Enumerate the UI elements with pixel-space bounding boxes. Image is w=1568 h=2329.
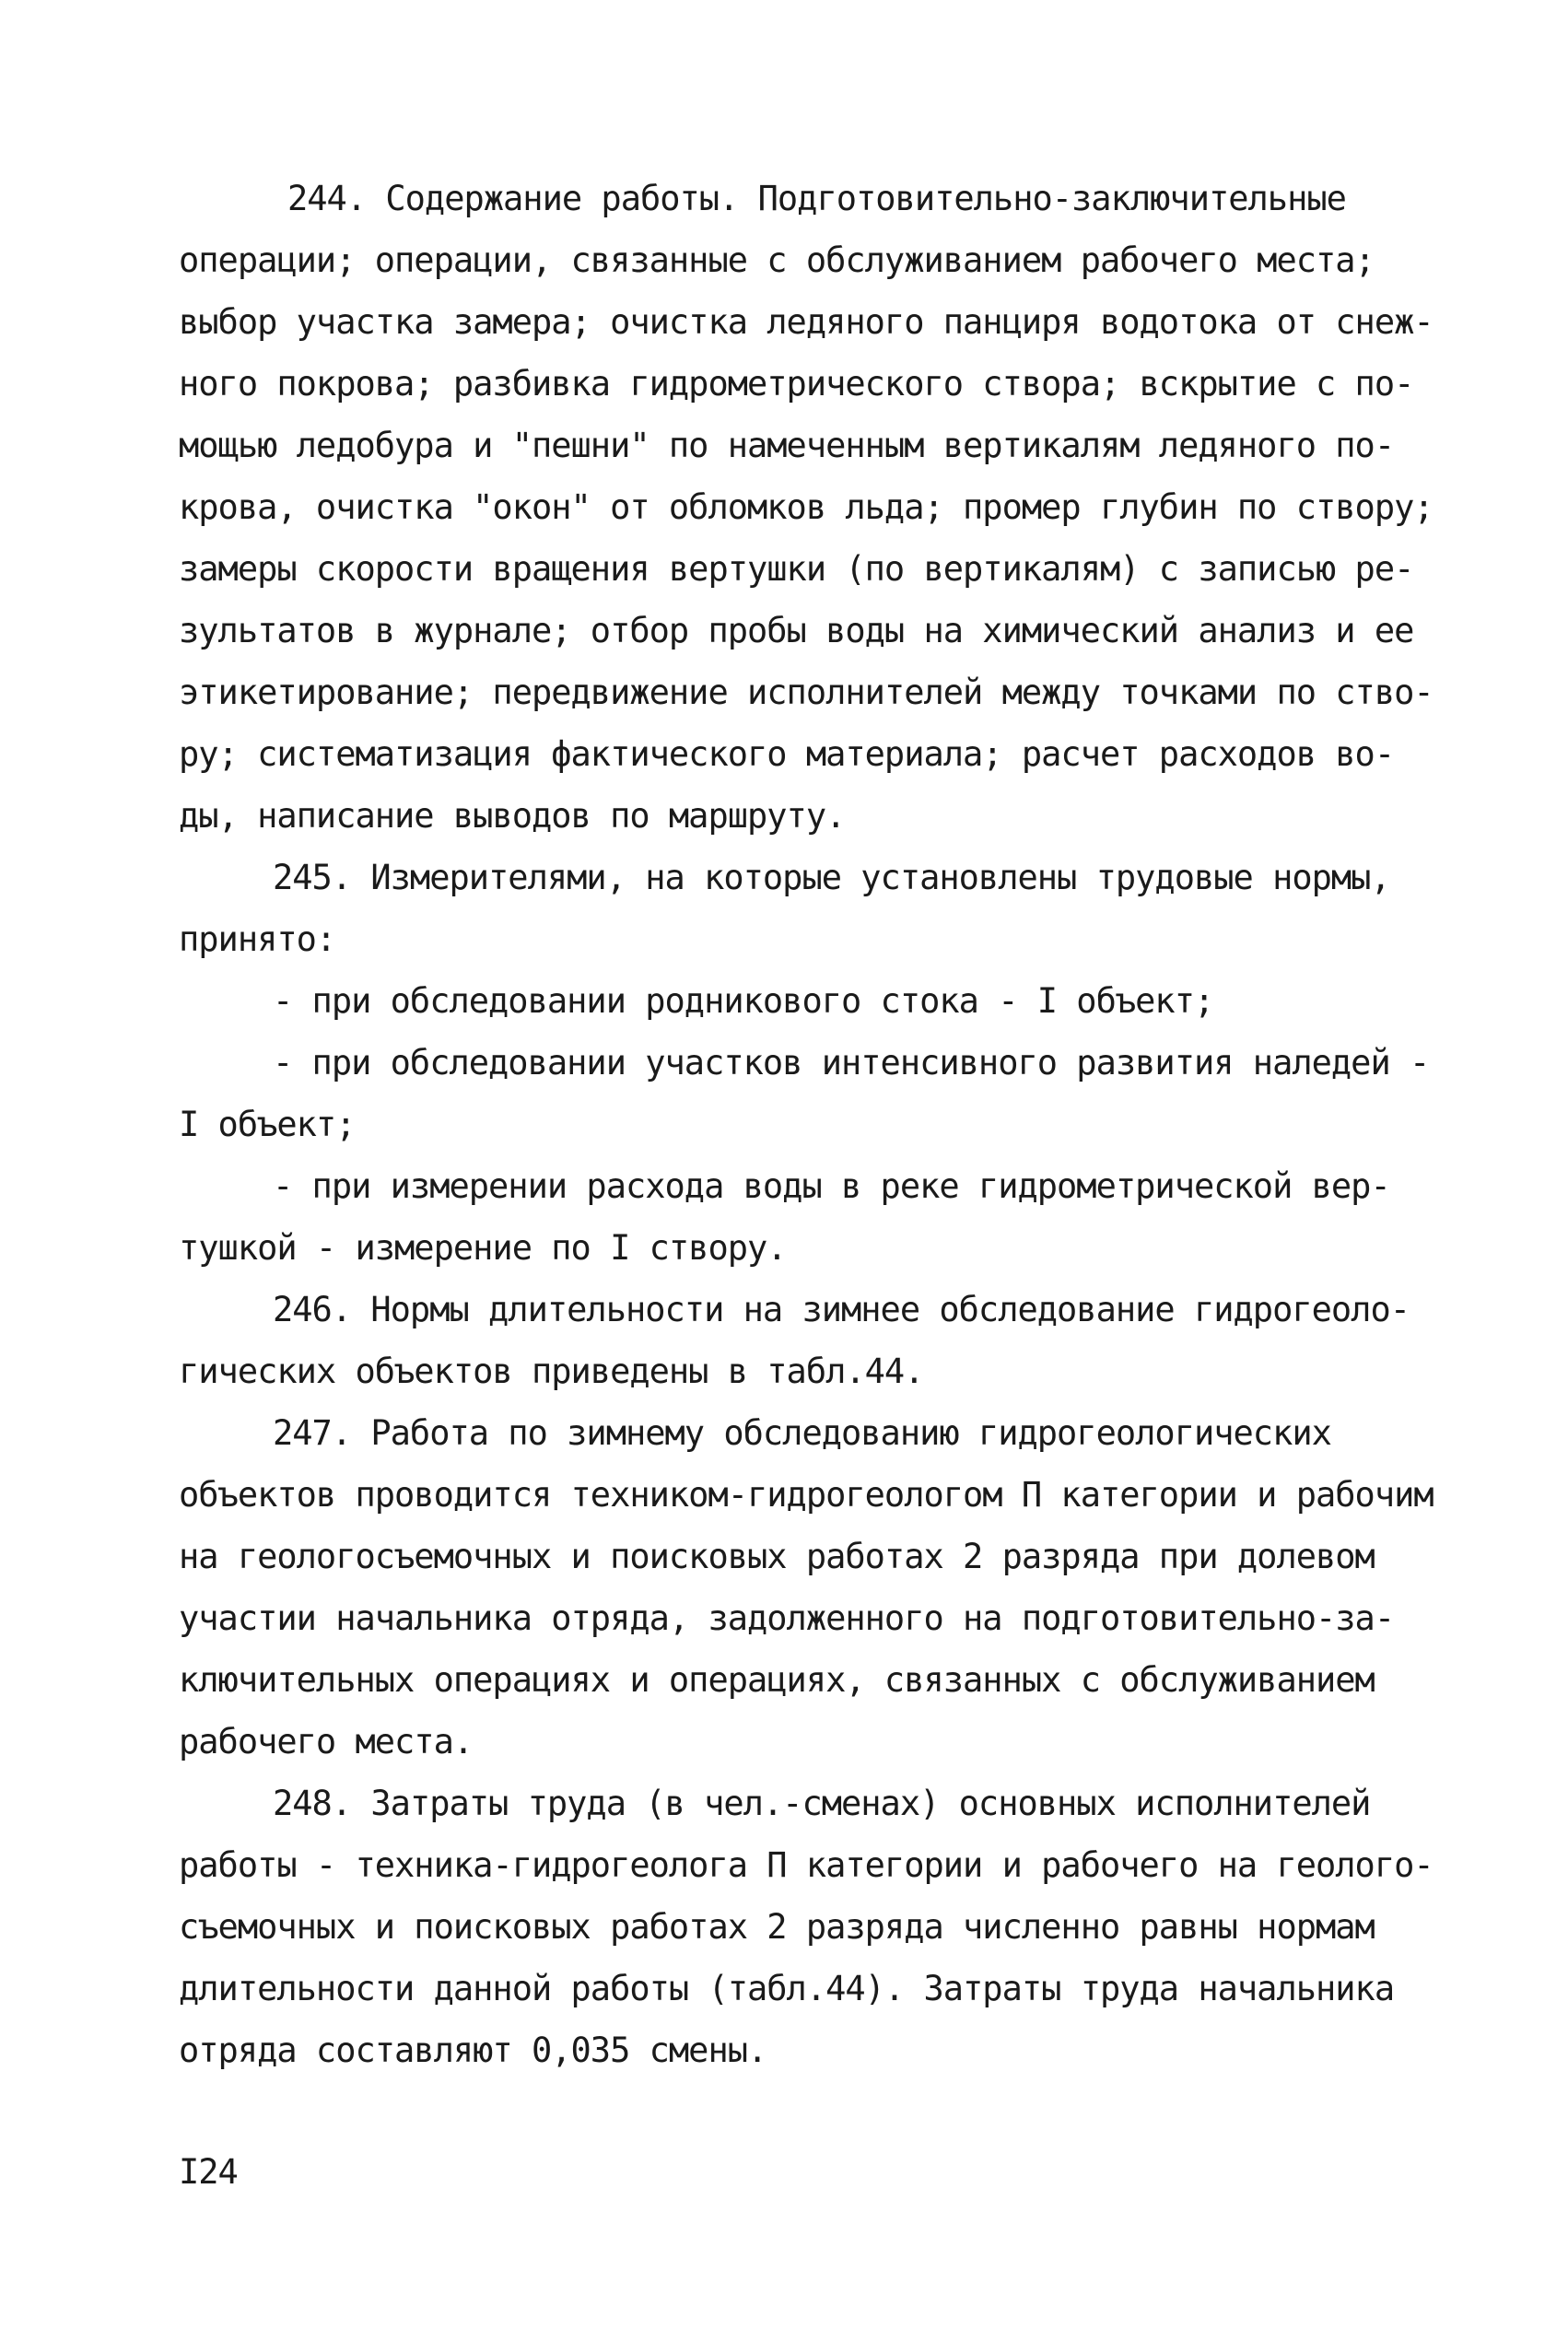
- text-line: - при обследовании участков интенсивного развития наледей -: [273, 1043, 1430, 1083]
- text-line: ного покрова; разбивка гидрометрического створа; вскрытие с по-: [179, 364, 1414, 404]
- text-line: I объект;: [179, 1105, 356, 1144]
- text-line: операции; операции, связанные с обслуживанием рабочего места;: [179, 240, 1375, 280]
- text-line: отряда составляют 0,035 смены.: [179, 2031, 767, 2070]
- text-line: 244. Содержание работы. Подготовительно-заключительные: [287, 179, 1346, 218]
- page-number: I24: [179, 2152, 238, 2192]
- text-line: 246. Нормы длительности на зимнее обследование гидрогеоло-: [273, 1290, 1410, 1329]
- text-line: ды, написание выводов по маршруту.: [179, 796, 846, 836]
- text-line: выбор участка замера; очистка ледяного панциря водотока от снеж-: [179, 302, 1433, 342]
- text-line: 248. Затраты труда (в чел.-сменах) основных исполнителей: [273, 1784, 1371, 1823]
- text-line: съемочных и поисковых работах 2 разряда численно равны нормам: [179, 1907, 1375, 1947]
- text-line: на геологосъемочных и поисковых работах 2 разряда при долевом: [179, 1537, 1375, 1576]
- text-line: гических объектов приведены в табл.44.: [179, 1352, 924, 1391]
- text-line: ру; систематизация фактического материала; расчет расходов во-: [179, 734, 1395, 774]
- text-line: зультатов в журнале; отбор пробы воды на химический анализ и ее: [179, 611, 1414, 650]
- text-line: ключительных операциях и операциях, связанных с обслуживанием: [179, 1660, 1375, 1700]
- text-line: рабочего места.: [179, 1722, 474, 1761]
- text-line: 245. Измерителями, на которые установлены трудовые нормы,: [273, 858, 1390, 897]
- text-line: участии начальника отряда, задолженного на подготовительно-за-: [179, 1598, 1395, 1638]
- text-line: тушкой - измерение по I створу.: [179, 1228, 787, 1268]
- text-line: работы - техника-гидрогеолога П категории и рабочего на геолого-: [179, 1845, 1433, 1885]
- text-line: мощью ледобура и "пешни" по намеченным вертикалям ледяного по-: [179, 426, 1395, 465]
- text-line: 247. Работа по зимнему обследованию гидрогеологических: [273, 1413, 1331, 1453]
- text-line: замеры скорости вращения вертушки (по вертикалям) с записью ре-: [179, 549, 1414, 589]
- text-line: этикетирование; передвижение исполнителей между точками по ство-: [179, 673, 1433, 712]
- text-line: - при обследовании родникового стока - I объект;: [273, 981, 1214, 1021]
- text-line: принято:: [179, 919, 336, 959]
- text-line: крова, очистка "окон" от обломков льда; промер глубин по створу;: [179, 487, 1433, 527]
- text-line: - при измерении расхода воды в реке гидрометрической вер-: [273, 1166, 1390, 1206]
- text-line: длительности данной работы (табл.44). Затраты труда начальника: [179, 1969, 1395, 2008]
- text-line: объектов проводится техником-гидрогеологом П категории и рабочим: [179, 1475, 1433, 1515]
